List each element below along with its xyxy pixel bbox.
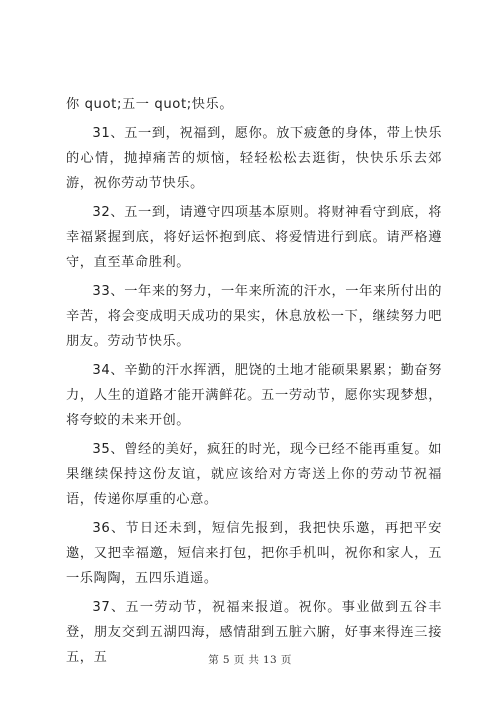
paragraph-32: 32、五一到，请遵守四项基本原则。将财神看守到底，将幸福紧握到底，将好运怀抱到底、将爱情进行到底。请严格遵守，直至革命胜利。 — [66, 205, 442, 270]
page-footer: 第 5 页 共 13 页 — [208, 654, 292, 666]
paragraph-36: 36、节日还未到，短信先报到，我把快乐邀，再把平安邀，又把幸福邀，短信来打包，把你手机叫，祝你和家人，五一乐陶陶，五四乐逍遥。 — [66, 521, 442, 586]
paragraph-34: 34、辛勤的汗水挥洒，肥饶的土地才能硕果累累；勤奋努力，人生的道路才能开满鲜花。五一劳动节，愿你实现梦想，将夸蛟的未来开创。 — [66, 363, 442, 428]
paragraph-33: 33、一年来的努力，一年来所流的汗水，一年来所付出的辛苦，将会变成明天成功的果实，休息放松一下，继续努力吧朋友。劳动节快乐。 — [66, 284, 442, 349]
paragraph-35: 35、曾经的美好，疯狂的时光，现今已经不能再重复。如果继续保持这份友谊，就应该给对方寄送上你的劳动节祝福语，传递你厚重的心意。 — [66, 442, 442, 507]
paragraph-37: 37、五一劳动节，祝福来报道。祝你。事业做到五谷丰登，朋友交到五湖四海，感情甜到五脏六腑，好事来得连三接五，五 — [66, 600, 442, 665]
document-body — [66, 92, 442, 670]
paragraph-31: 31、五一到，祝福到，愿你。放下疲惫的身体，带上快乐的心情，抛掉痛苦的烦恼，轻轻松松去逛街，快快乐乐去郊游，祝你劳动节快乐。 — [66, 126, 442, 191]
paragraph-continuation: 你 quot;五一 quot;快乐。 — [66, 97, 234, 112]
